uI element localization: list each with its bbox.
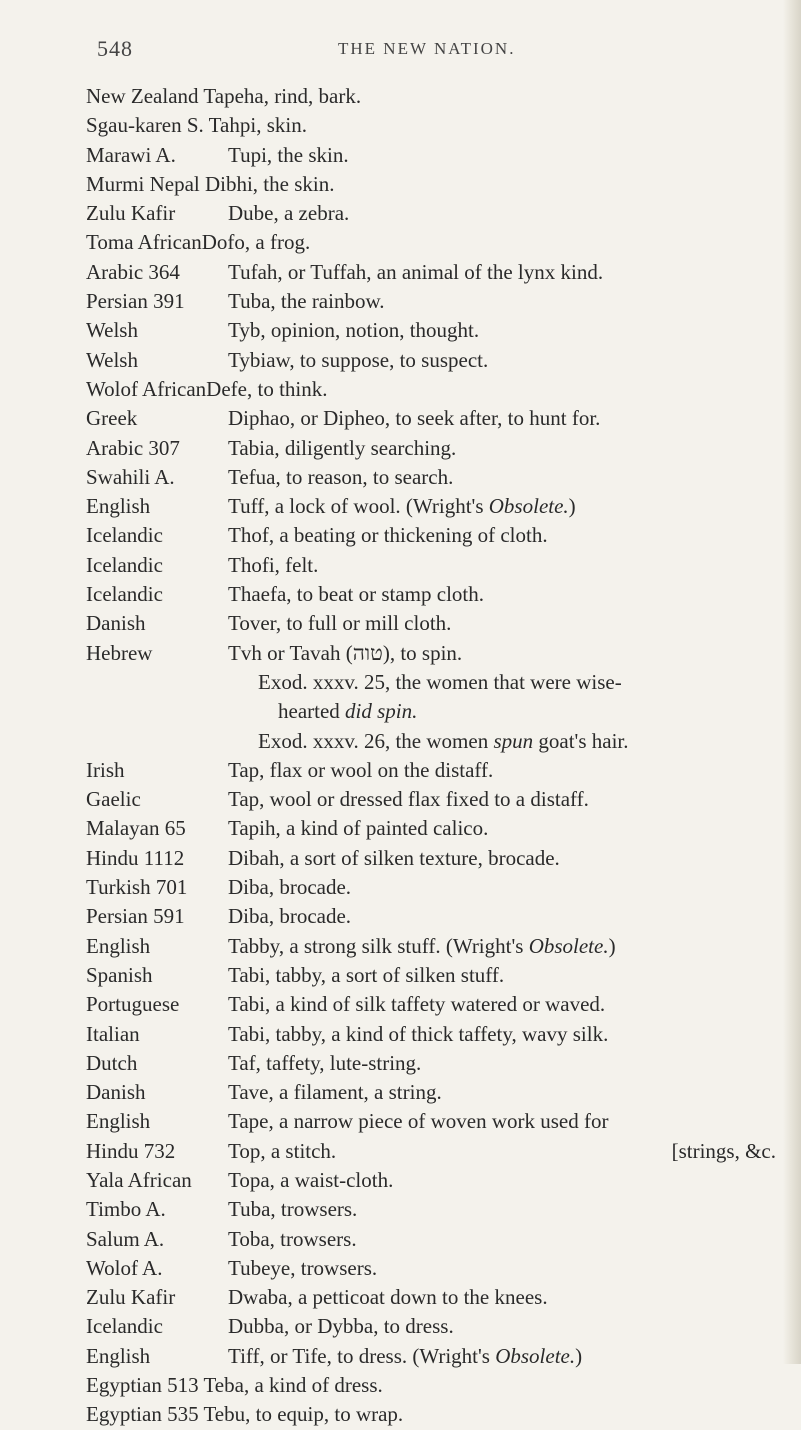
entry-language: Salum A. xyxy=(86,1226,165,1251)
definition-text: Tiff, or Tife, to dress. (Wright's xyxy=(228,1343,496,1368)
entry-definition xyxy=(228,785,589,814)
entry-definition xyxy=(228,1107,608,1136)
entry-definition xyxy=(86,375,328,404)
entry-row xyxy=(86,932,776,961)
entry-row xyxy=(86,1283,776,1312)
entry-row xyxy=(86,873,776,902)
definition-text: Exod. xxxv. 25, the women that were wise- xyxy=(258,669,622,694)
definition-text: Toma AfricanDofo, a frog. xyxy=(86,230,311,255)
definition-text: hearted xyxy=(278,699,346,724)
entry-row xyxy=(86,844,776,873)
entry-definition xyxy=(228,961,504,990)
entry-row xyxy=(86,1049,776,1078)
entry-definition xyxy=(228,521,548,550)
definition-text: Tupi, the skin. xyxy=(228,142,349,167)
definition-text: Sgau-karen S. Tahpi, skin. xyxy=(86,113,307,138)
entry-row xyxy=(86,199,776,228)
definition-text: Tap, wool or dressed flax fixed to a distaff. xyxy=(228,787,589,812)
definition-text: Egyptian 513 Teba, a kind of dress. xyxy=(86,1373,383,1398)
entry-definition xyxy=(228,551,318,580)
entry-definition xyxy=(228,844,560,873)
definition-text: Diba, brocade. xyxy=(228,875,352,900)
definition-tail: ) xyxy=(608,933,616,958)
entry-language: Wolof A. xyxy=(86,1255,163,1280)
entry-language: English xyxy=(86,1109,151,1134)
entry-row xyxy=(86,492,776,521)
entry-row xyxy=(86,551,776,580)
entry-row xyxy=(86,1225,776,1254)
definition-text: Tuba, trowsers. xyxy=(228,1197,358,1222)
entry-continuation: [strings, &c. xyxy=(671,1138,776,1163)
entry-language: Icelandic xyxy=(86,552,163,577)
entry-definition xyxy=(228,1078,442,1107)
entry-definition xyxy=(258,727,629,756)
definition-text: Tabi, a kind of silk taffety watered or waved. xyxy=(228,992,606,1017)
entry-definition xyxy=(228,434,456,463)
definition-text: Tyb, opinion, notion, thought. xyxy=(228,318,480,343)
entry-definition xyxy=(228,141,349,170)
entry-language: Welsh xyxy=(86,318,138,343)
entry-row xyxy=(86,346,776,375)
definition-text: Tvh or Tavah (טוה), to spin. xyxy=(228,640,463,665)
entry-row xyxy=(86,170,776,199)
entry-row xyxy=(86,1166,776,1195)
entry-definition xyxy=(228,990,605,1019)
definition-text: Tefua, to reason, to search. xyxy=(228,464,454,489)
entry-language: Zulu Kafir xyxy=(86,1285,176,1310)
entry-language: Greek xyxy=(86,406,138,431)
entry-row xyxy=(86,756,776,785)
entry-row xyxy=(86,814,776,843)
entry-definition xyxy=(228,346,488,375)
entry-language: Portuguese xyxy=(86,992,180,1017)
definition-text: Tufah, or Tuffah, an animal of the lynx kind. xyxy=(228,259,604,284)
entry-definition xyxy=(86,111,307,140)
definition-text: Thofi, felt. xyxy=(228,552,319,577)
running-title: THE NEW NATION. xyxy=(338,39,516,58)
entry-language: Danish xyxy=(86,1080,146,1105)
definition-text: Tabia, diligently searching. xyxy=(228,435,457,460)
entry-row xyxy=(86,990,776,1019)
definition-text: Tuba, the rainbow. xyxy=(228,289,385,314)
page-header xyxy=(0,36,801,66)
definition-text: Tap, flax or wool on the distaff. xyxy=(228,757,494,782)
entry-row xyxy=(86,1137,776,1166)
entry-language: Persian 591 xyxy=(86,904,185,929)
entry-row xyxy=(86,82,776,111)
entry-language: Arabic 307 xyxy=(86,435,180,460)
entry-row xyxy=(86,1312,776,1341)
entry-language: Yala African xyxy=(86,1167,192,1192)
entry-language: Danish xyxy=(86,611,146,636)
definition-italic: Obsolete. xyxy=(488,494,569,519)
entry-definition xyxy=(86,228,310,257)
entry-row xyxy=(86,961,776,990)
entry-definition xyxy=(228,1312,454,1341)
definition-italic: did spin. xyxy=(345,699,418,724)
entry-language: Italian xyxy=(86,1021,140,1046)
entry-definition xyxy=(228,1195,357,1224)
entry-language: Hindu 732 xyxy=(86,1138,176,1163)
entry-row xyxy=(86,404,776,433)
entry-definition xyxy=(86,1400,403,1429)
entry-definition xyxy=(228,814,488,843)
entry-language: Marawi A. xyxy=(86,142,176,167)
definition-text: Topa, a waist-cloth. xyxy=(228,1167,394,1192)
entry-language: Dutch xyxy=(86,1050,138,1075)
entry-definition xyxy=(228,1225,357,1254)
entry-language: Turkish 701 xyxy=(86,875,188,900)
entry-definition xyxy=(228,1254,377,1283)
entry-row xyxy=(86,463,776,492)
entry-definition xyxy=(228,316,479,345)
entry-row xyxy=(86,1400,776,1429)
definition-text: Murmi Nepal Dibhi, the skin. xyxy=(86,171,335,196)
entry-row xyxy=(86,668,776,697)
entry-row xyxy=(86,434,776,463)
definition-text: Diba, brocade. xyxy=(228,904,352,929)
entry-language: Icelandic xyxy=(86,523,163,548)
entry-row xyxy=(86,1107,776,1136)
entry-definition xyxy=(228,639,462,668)
entry-row xyxy=(86,316,776,345)
entry-definition xyxy=(228,873,351,902)
definition-text: Tabi, tabby, a sort of silken stuff. xyxy=(228,962,505,987)
entry-definition xyxy=(228,404,600,433)
definition-text: Tapih, a kind of painted calico. xyxy=(228,816,489,841)
entry-row xyxy=(86,258,776,287)
definition-text: Thof, a beating or thickening of cloth. xyxy=(228,523,548,548)
entry-row xyxy=(86,697,776,726)
definition-text: Dube, a zebra. xyxy=(228,201,350,226)
definition-text: Wolof AfricanDefe, to think. xyxy=(86,376,328,401)
entry-definition xyxy=(228,1049,421,1078)
entry-row xyxy=(86,727,776,756)
entry-language: Zulu Kafir xyxy=(86,201,176,226)
definition-text: Dibah, a sort of silken texture, brocade. xyxy=(228,845,560,870)
entry-definition xyxy=(86,1371,383,1400)
entry-definition xyxy=(86,170,334,199)
entry-row xyxy=(86,609,776,638)
entry-row xyxy=(86,111,776,140)
entry-row xyxy=(86,228,776,257)
word-list xyxy=(86,82,776,1430)
entry-language: Welsh xyxy=(86,347,138,372)
entry-row xyxy=(86,1371,776,1400)
entry-language: Timbo A. xyxy=(86,1197,166,1222)
definition-text: Tape, a narrow piece of woven work used for xyxy=(228,1109,609,1134)
entry-language: Icelandic xyxy=(86,1314,163,1339)
entry-language: Irish xyxy=(86,757,125,782)
definition-text: Toba, trowsers. xyxy=(228,1226,357,1251)
definition-text: Tuff, a lock of wool. (Wright's xyxy=(228,494,489,519)
entry-row xyxy=(86,902,776,931)
entry-row xyxy=(86,1195,776,1224)
definition-tail: goat's hair. xyxy=(533,728,629,753)
page-number: 548 xyxy=(97,36,133,61)
definition-text: Diphao, or Dipheo, to seek after, to hunt for. xyxy=(228,406,601,431)
definition-text: Tabby, a strong silk stuff. (Wright's xyxy=(228,933,529,958)
entry-language: Gaelic xyxy=(86,787,141,812)
entry-language: Persian 391 xyxy=(86,289,185,314)
entry-row xyxy=(86,1254,776,1283)
entry-definition xyxy=(228,287,385,316)
entry-language: Arabic 364 xyxy=(86,259,180,284)
entry-row xyxy=(86,375,776,404)
definition-text: New Zealand Tapeha, rind, bark. xyxy=(86,84,362,108)
entry-definition xyxy=(228,199,349,228)
entry-row xyxy=(86,521,776,550)
entry-language: Swahili A. xyxy=(86,464,175,489)
definition-text: Egyptian 535 Tebu, to equip, to wrap. xyxy=(86,1402,404,1427)
entry-row xyxy=(86,580,776,609)
entry-row xyxy=(86,785,776,814)
entry-definition xyxy=(228,1137,336,1166)
entry-definition xyxy=(228,1283,548,1312)
entry-row xyxy=(86,1078,776,1107)
entry-definition xyxy=(228,932,616,961)
entry-row xyxy=(86,287,776,316)
entry-language: English xyxy=(86,494,151,519)
entry-definition xyxy=(228,492,576,521)
definition-text: Tubeye, trowsers. xyxy=(228,1255,378,1280)
entry-row xyxy=(86,639,776,668)
entry-definition xyxy=(228,902,351,931)
entry-language: Icelandic xyxy=(86,582,163,607)
entry-language: English xyxy=(86,1343,151,1368)
entry-definition xyxy=(278,697,417,726)
entry-definition xyxy=(258,668,622,697)
entry-definition xyxy=(228,1020,608,1049)
entry-language: Hindu 1112 xyxy=(86,845,185,870)
definition-text: Tave, a filament, a string. xyxy=(228,1080,442,1105)
entry-language: English xyxy=(86,933,151,958)
entry-definition xyxy=(228,463,453,492)
entry-definition xyxy=(228,580,484,609)
definition-text: Taf, taffety, lute-string. xyxy=(228,1050,422,1075)
definition-text: Exod. xxxv. 26, the women xyxy=(258,728,494,753)
definition-italic: Obsolete. xyxy=(528,933,609,958)
entry-row xyxy=(86,141,776,170)
page-edge-shadow xyxy=(783,0,801,1364)
definition-text: Dubba, or Dybba, to dress. xyxy=(228,1314,454,1339)
entry-definition xyxy=(228,609,451,638)
entry-definition xyxy=(228,1166,393,1195)
definition-italic: Obsolete. xyxy=(495,1343,576,1368)
definition-text: Tover, to full or mill cloth. xyxy=(228,611,452,636)
definition-italic: spun xyxy=(493,728,534,753)
definition-text: Dwaba, a petticoat down to the knees. xyxy=(228,1285,548,1310)
definition-tail: ) xyxy=(568,494,576,519)
entry-language: Hebrew xyxy=(86,640,153,665)
definition-text: Thaefa, to beat or stamp cloth. xyxy=(228,582,484,607)
entry-row xyxy=(86,1020,776,1049)
entry-definition xyxy=(228,258,603,287)
entry-definition xyxy=(86,82,361,111)
entry-row xyxy=(86,1342,776,1371)
definition-text: Tabi, tabby, a kind of thick taffety, wavy silk. xyxy=(228,1021,609,1046)
entry-definition xyxy=(228,1342,582,1371)
definition-text: Top, a stitch. xyxy=(228,1138,337,1163)
entry-definition xyxy=(228,756,493,785)
definition-text: Tybiaw, to suppose, to suspect. xyxy=(228,347,489,372)
definition-tail: ) xyxy=(575,1343,583,1368)
entry-language: Malayan 65 xyxy=(86,816,186,841)
entry-language: Spanish xyxy=(86,962,153,987)
